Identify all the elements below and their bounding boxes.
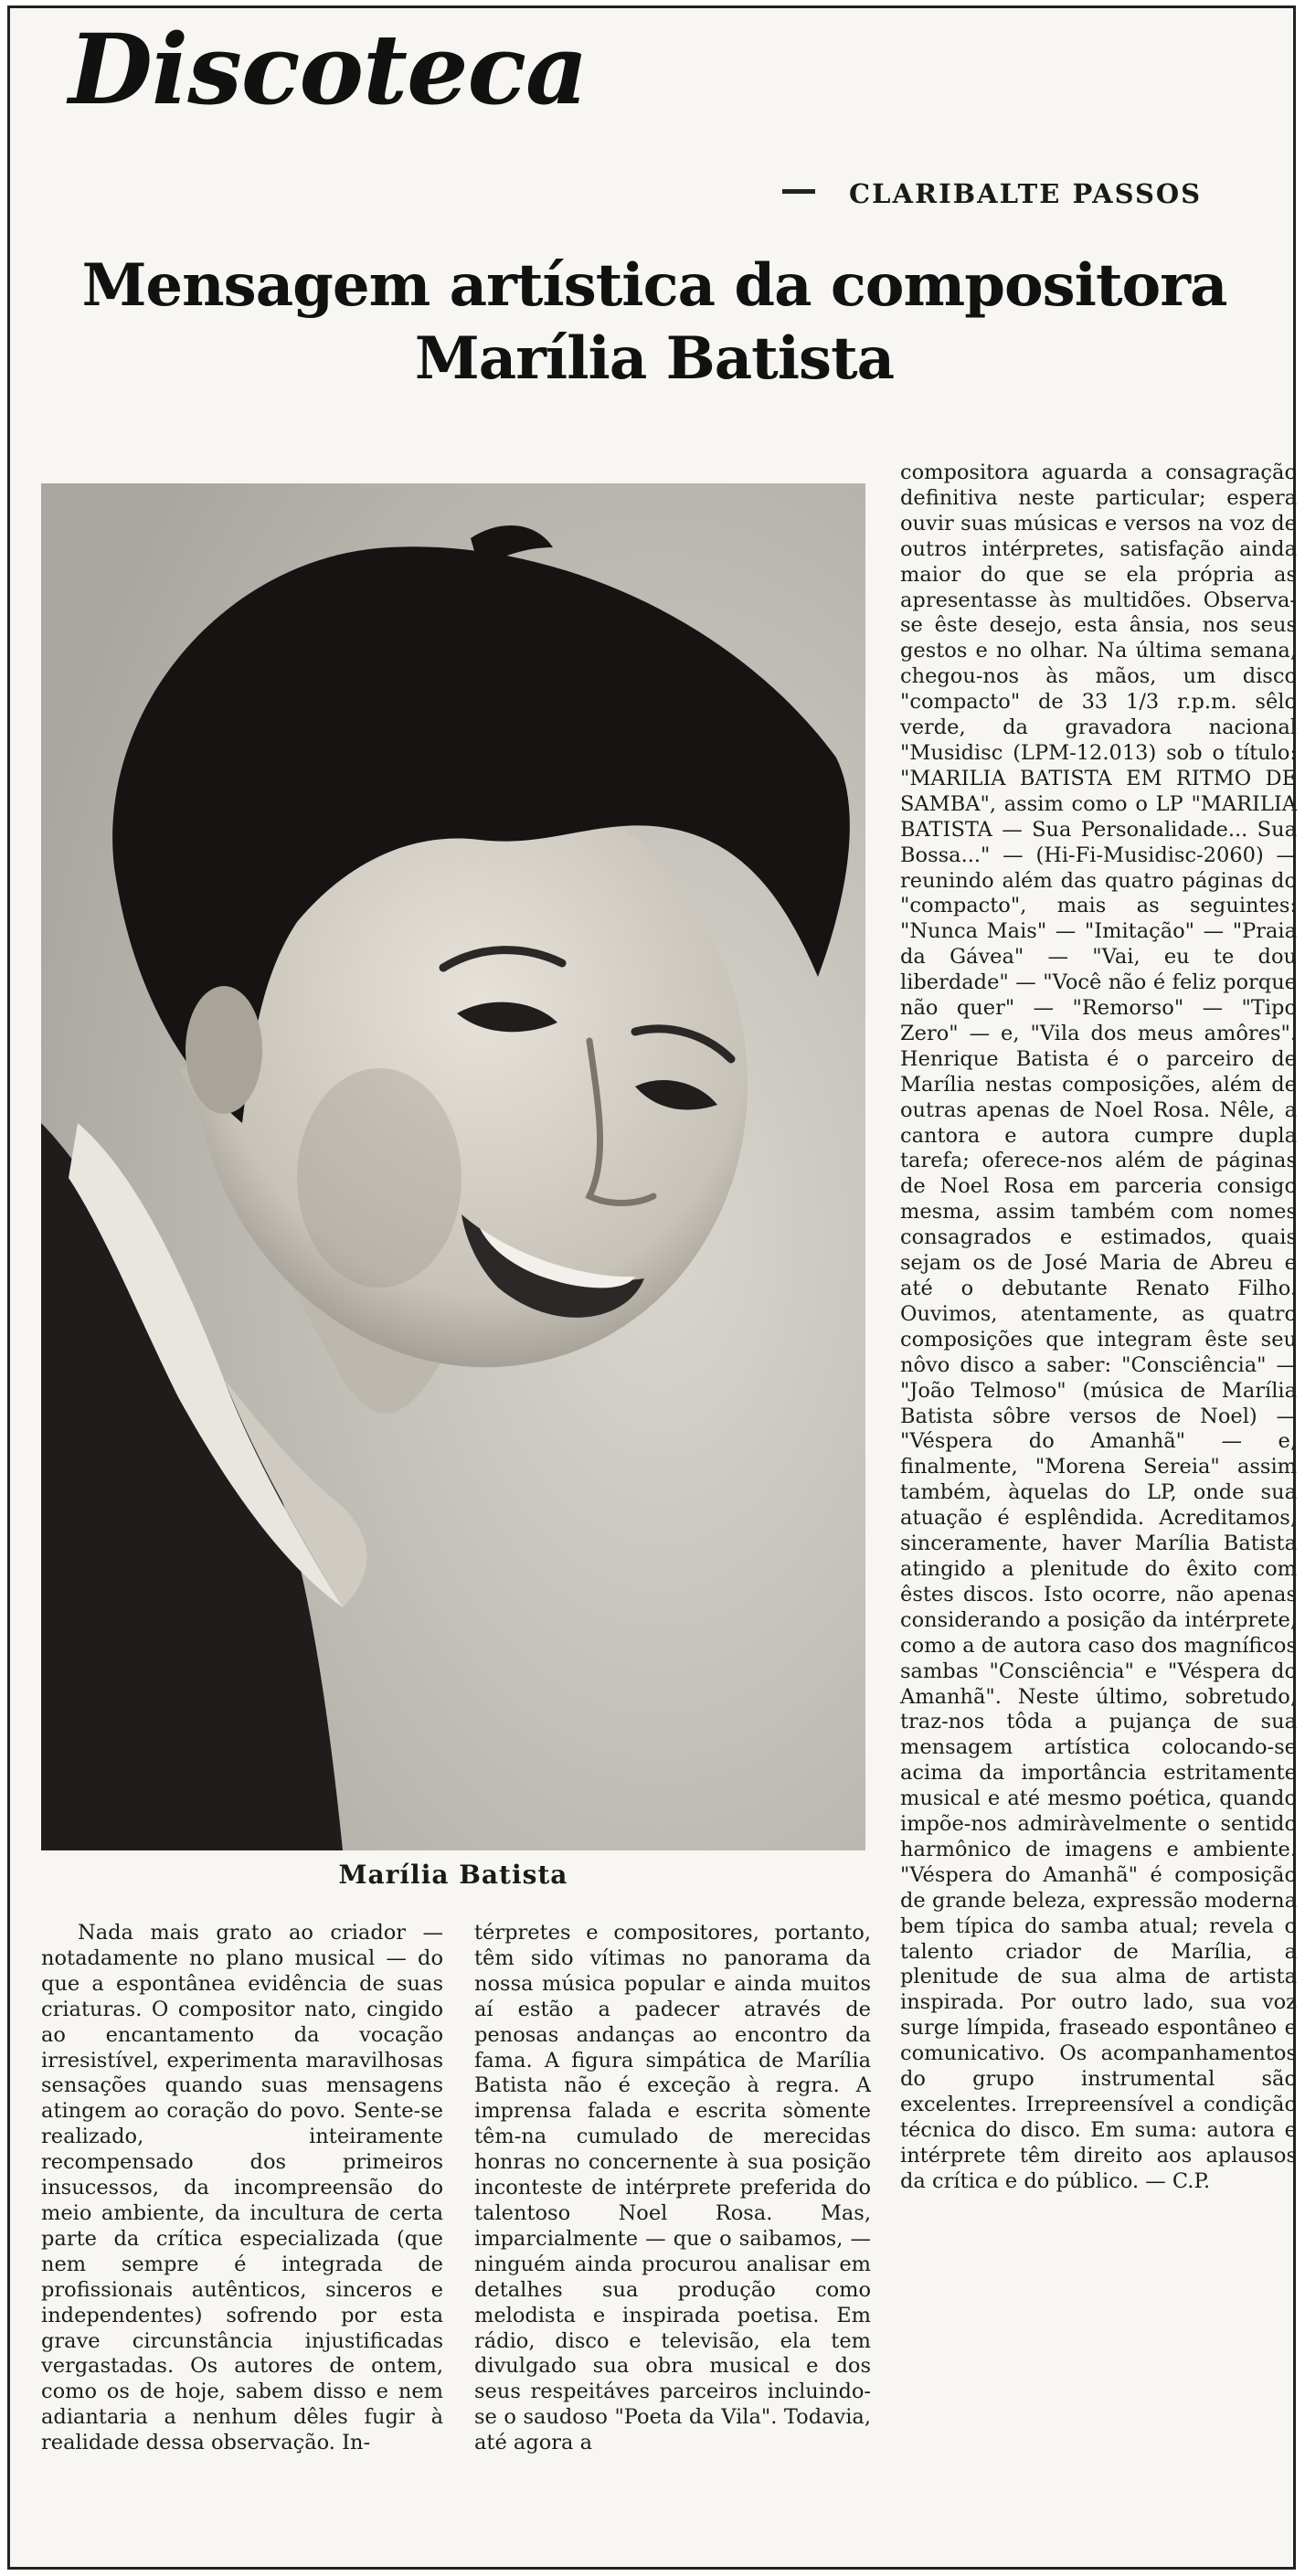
headline: [65, 249, 1244, 396]
article-column-middle: térpretes e compositores, portanto, têm sido vítimas no panorama da nossa música popular e ainda muitos aí estão a padecer através de penosas andanças ao encontro da fama. A figura simpática de Marília Batista não é exceção à regra. A imprensa falada e escrita sòmente têm-na cumulado de merecidas honras no concernente à sua posição inconteste de intérprete preferida do talentoso Noel Rosa. Mas, imparcialmente — que o saibamos, — ninguém ainda procurou analisar em detalhes sua produção como melodista e inspirada poetisa. Em rádio, disco e televisão, ela tem divulgado sua obra musical e dos seus respeitáves parceiros incluindo-se o saudoso "Poeta da Vila". Todavia, até agora a: [474, 1921, 871, 2455]
byline-author: CLARIBALTE PASSOS: [849, 178, 1203, 209]
photo-caption: Marília Batista: [338, 1860, 568, 1890]
article-column-right: compositora aguarda a consagração definitiva neste particular; espera ouvir suas músicas e versos na voz de outros intérpretes, satisfação ainda maior do que se ela própria as apresentasse às multidões. Observa-se êste desejo, esta ânsia, nos seus gestos e no olhar. Na última semana, chegou-nos às mãos, um disco "compacto" de 33 1/3 r.p.m. sêlo verde, da gravadora nacional "Musidisc (LPM-12.013) sob o título: "MARILIA BATISTA EM RITMO DE SAMBA", assim como o LP "MARILIA BATISTA — Sua Personalidade... Sua Bossa..." — (Hi-Fi-Musidisc-2060) — reunindo além das quatro páginas do "compacto", mais as seguintes: "Nunca Mais" — "Imitação" — "Praia da Gávea" — "Vai, eu te dou liberdade" — "Você não é feliz porque não quer" — "Remorso" — "Tipo Zero" — e, "Vila dos meus amôres". Henrique Batista é o parceiro de Marília nestas composições, além de outras apenas de Noel Rosa. Nêle, a cantora e autora cumpre dupla tarefa; oferece-nos além de páginas de Noel Rosa em parceria consigo mesma, assim também com nomes consagrados e estimados, quais sejam os de José Maria de Abreu e até o debutante Renato Filho. Ouvimos, atentamente, as quatro composições que integram êste seu nôvo disco a saber: "Consciência" — "João Telmoso" (música de Marília Batista sôbre versos de Noel) — "Véspera do Amanhã" — e, finalmente, "Morena Sereia" assim também, àquelas do LP, onde sua atuação é esplêndida. Acreditamos, sinceramente, haver Marília Batista atingido a plenitude do êxito com êstes discos. Isto ocorre, não apenas considerando a posição da intérprete, como a de autora caso dos magníficos sambas "Consciência" e "Véspera do Amanhã". Neste último, sobretudo, traz-nos tôda a pujança de sua mensagem artística colocando-se acima da importância estritamente musical e até mesmo poética, quando impõe-nos admiràvelmente o sentido harmônico de imagens e ambiente. "Véspera do Amanhã" é composição de grande beleza, expressão moderna bem típica do samba atual; revela o talento criador de Marília, a plenitude de sua alma de artista inspirada. Por outro lado, sua voz surge límpida, fraseado espontâneo e comunicativo. Os acompanhamentos do grupo instrumental são excelentes. Irrepreensível a condição técnica do disco. Em suma: autora e intérprete têm direito aos aplausos da crítica e do público. — C.P.: [900, 461, 1297, 2193]
portrait-illustration: [41, 483, 865, 1850]
headline-line-1: Mensagem artística da compositora: [81, 251, 1227, 320]
portrait-photo: [41, 483, 865, 1850]
headline-line-2: Marília Batista: [414, 324, 895, 393]
byline-dash: [782, 189, 815, 194]
newspaper-page: [7, 5, 1296, 2570]
section-title: Discoteca: [69, 12, 588, 126]
article-column-left: Nada mais grato ao criador — notadamente no plano musical — do que a espontânea evidência de suas criaturas. O compositor nato, cingido ao encantamento da vocação irresistível, experimenta maravilhosas sensações quando suas mensagens atingem ao coração do povo. Sente-se realizado, inteiramente recompensado dos primeiros insucessos, da incompreensão do meio ambiente, da incultura de certa parte da crítica especializada (que nem sempre é integrada de profissionais autênticos, sinceros e independentes) sofrendo por esta grave circunstância injustificadas vergastadas. Os autores de ontem, como os de hoje, sabem disso e nem adiantaria a nenhum dêles fugir à realidade dessa observação. In-: [41, 1921, 443, 2455]
